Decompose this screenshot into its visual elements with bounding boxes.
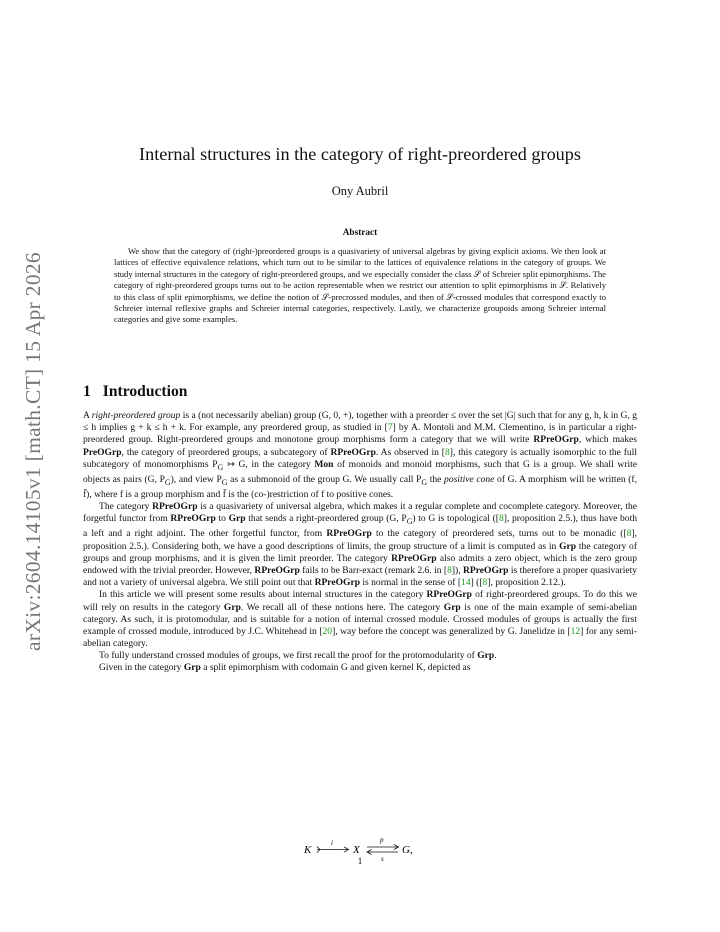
paragraph: To fully understand crossed modules of groups, we first recall the proof for the protomodularity of Grp. [99, 650, 497, 662]
section-heading [83, 383, 187, 401]
citation-link[interactable]: 20 [322, 625, 333, 637]
citation-link[interactable]: 12 [570, 625, 581, 637]
paragraph: A right-preordered group is a (not necessarily abelian) group (G, 0, +), together with a preorder ≤ over the set |G| such that for any g, h, k in G, g ≤ h implies g + k ≤ h + k. For example, any preordered group, as studied in [7] by A. Montoli and M.M. Clementino, is in particular a right-preordered group. Right-preordered groups and monotone group morphisms form a category that we will write RPreOGrp, which makes PreOGrp, the category of preordered groups, a subcategory of RPreOGrp. As observed in [8], this category is actually isomorphic to the full subcategory of monomorphisms $P_G$ ↣ G, in the category Mon of monoids and monoid morphisms, such that G is a group. We shall write objects as pairs (G, $P_G$), and view $P_G$ as a submonoid of the group G. We usually call $P_G$ the positive cone of G. A morphism will be written (f, f̄), where f is a group morphism and f̄ is the (co-)restriction of f to positive cones. [83, 410, 637, 500]
paragraph: Given in the category Grp a split epimorphism with codomain G and given kernel K, depicted as [99, 662, 471, 674]
object-G: G, [402, 844, 413, 856]
citation-link[interactable]: 8 [482, 577, 488, 589]
abstract-body: We show that the category of (right-)preordered groups is a quasivariety of universal algebras by giving explicit axioms. We then look at lattices of effective equivalence relations, which turn out to be similar to the lattices of equivalence relations in the category of groups. We study internal structures in the category of right-preordered groups, and we especially consider the class 𝒮 of Schreier split epimorphisms. The category of right-preordered groups turns out to be action representable when we restrict our attention to split epimorphisms in 𝒮. Relatively to this class of split epimorphisms, we define the notion of 𝒮-precrossed modules, and then of 𝒮-crossed modules that correspond exactly to Schreier internal reflexive graphs and Schreier internal categories, respectively. Lastly, we characterize groupoids among Schreier internal categories and give some examples. [114, 246, 606, 325]
page-number: 1 [357, 857, 363, 867]
label-s: s [381, 855, 384, 863]
arxiv-identifier: arXiv:2604.14105v1 [math.CT] 15 Apr 2026 [20, 251, 45, 651]
author-name: Ony Aubril [331, 184, 389, 198]
citation-link[interactable]: 8 [447, 564, 452, 576]
introduction-body [83, 410, 637, 675]
paper-title: Internal structures in the category of right-preordered groups [139, 144, 581, 164]
object-K: K [304, 844, 312, 856]
object-X: X [353, 844, 360, 856]
citation-link[interactable]: 8 [444, 446, 450, 458]
label-i: i [331, 839, 333, 847]
abstract-heading: Abstract [342, 228, 378, 238]
paragraph: In this article we will present some results about internal structures in the category RPreOGrp of right-preordered groups. To do this we will rely on results in the category Grp. We recall all of these notions here. The category Grp is one of the main example of semi-abelian category. As such, it is protomodular, and is suitable for a notion of internal crossed module. Crossed modules of groups is actually the first example of crossed module, introduced by J.C. Whitehead in [20], way before the concept was generalized by G. Janelidze in [12] for any semi-abelian category. [83, 589, 637, 650]
citation-link[interactable]: 7 [387, 422, 393, 434]
arxiv-watermark [18, 246, 48, 656]
citation-link[interactable]: 14 [461, 577, 471, 589]
citation-link[interactable]: 8 [498, 513, 504, 525]
label-p: p [380, 836, 384, 844]
citation-link[interactable]: 8 [626, 528, 632, 540]
section-number: 1 [83, 383, 91, 400]
section-title: Introduction [102, 383, 188, 400]
paragraph: The category RPreOGrp is a quasivariety of universal algebra, which makes it a regular complete and cocomplete category. Moreover, the forgetful functor from RPreOGrp to Grp that sends a right-preordered group (G, $P_G$) to G is topological ([8], proposition 2.5.), thus have both a left and a right adjoint. The other forgetful functor, from RPreOGrp to the category of preordered sets, turns out to be monadic ([8], proposition 2.5.). Considering both, we have a good descriptions of limits, the group structure of a limit is computed as in Grp the category of groups and group morphisms, and it is given the limit preorder. The category RPreOGrp also admits a zero object, which is the zero group endowed with the trivial preorder. However, RPreOGrp fails to be Barr-exact (remark 2.6. in [8]), RPreOGrp is therefore a proper quasivariety and not a variety of universal algebra. We still point out that RPreOGrp is normal in the sense of [14] ([8], proposition 2.12.). [83, 501, 638, 589]
